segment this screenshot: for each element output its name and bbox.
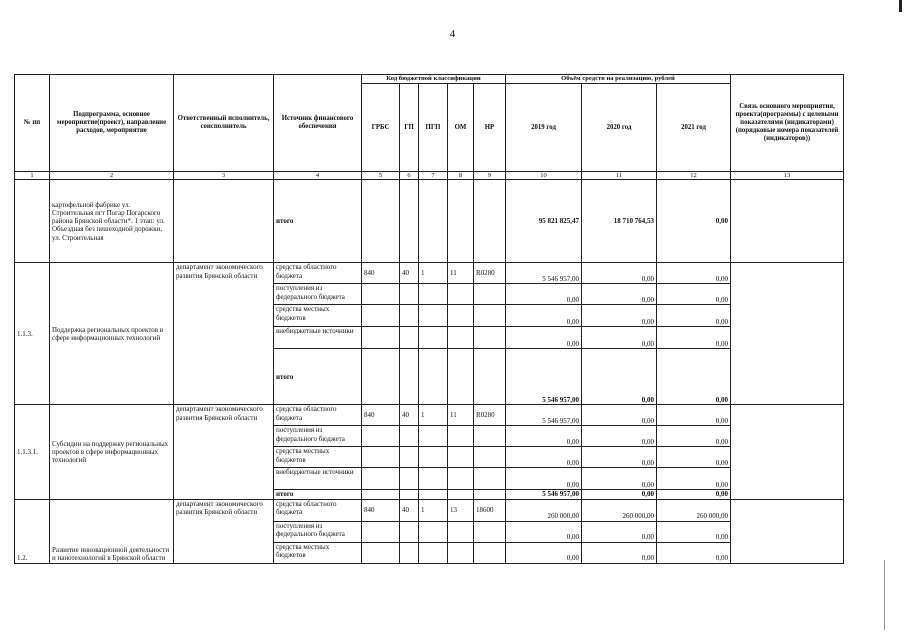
amount-2019: 260 000,00 (506, 499, 582, 521)
amount-2020: 0,00 (582, 521, 657, 542)
code-nr (474, 305, 506, 327)
scan-edge-mark (899, 0, 902, 12)
table-body (15, 180, 844, 563)
header-no: № пп (15, 75, 50, 172)
code-grbs (362, 426, 400, 447)
funding-source: средства областного бюджета (274, 263, 362, 284)
amount-2020: 0,00 (582, 542, 657, 563)
col-number: 13 (731, 172, 844, 180)
code-nr (474, 447, 506, 468)
header-nr: НР (474, 84, 506, 172)
header-gp: ГП (400, 84, 419, 172)
code-pgp (419, 327, 448, 349)
code-om (448, 327, 474, 349)
code-nr: 18600 (474, 499, 506, 521)
amount-2020: 0,00 (582, 263, 657, 284)
amount-2019: 5 546 957,00 (506, 405, 582, 426)
code-pgp: 1 (419, 405, 448, 426)
table-row (15, 499, 844, 521)
code-nr (474, 468, 506, 490)
amount-2020: 0,00 (582, 447, 657, 468)
amount-2020: 260 000,00 (582, 499, 657, 521)
col-number: 8 (448, 172, 474, 180)
code-gp (400, 542, 419, 563)
program-name: Развитие инновационной деятельности и нанотехнологий в Брянской области (50, 499, 174, 563)
amount-2021: 0,00 (657, 180, 731, 263)
indicator-link (731, 405, 844, 499)
col-number: 9 (474, 172, 506, 180)
code-gp (400, 447, 419, 468)
code-pgp (419, 447, 448, 468)
funding-source: итого (274, 180, 362, 263)
col-number: 12 (657, 172, 731, 180)
indicator-link (731, 263, 844, 405)
amount-2019: 0,00 (506, 305, 582, 327)
code-nr (474, 349, 506, 405)
column-number-row (15, 172, 844, 180)
code-gp (400, 349, 419, 405)
col-number: 6 (400, 172, 419, 180)
amount-2019: 5 546 957,00 (506, 263, 582, 284)
code-grbs (362, 468, 400, 490)
code-gp (400, 284, 419, 305)
amount-2021: 0,00 (657, 305, 731, 327)
executor: департамент экономического развития Брянской области (174, 499, 274, 563)
col-number: 2 (50, 172, 174, 180)
amount-2021: 0,00 (657, 447, 731, 468)
code-nr (474, 542, 506, 563)
code-grbs (362, 490, 400, 499)
code-grbs (362, 180, 400, 263)
funding-source: внебюджетные источники (274, 468, 362, 490)
code-grbs (362, 284, 400, 305)
header-pgp: ПГП (419, 84, 448, 172)
amount-2021: 0,00 (657, 284, 731, 305)
code-om: 11 (448, 263, 474, 284)
header-program: Подпрограмма, основное мероприятие(проект), направление расходов, мероприятие (50, 75, 174, 172)
funding-source: средства местных бюджетов (274, 305, 362, 327)
amount-2019: 0,00 (506, 542, 582, 563)
budget-table (14, 74, 844, 564)
code-pgp (419, 490, 448, 499)
executor: департамент экономического развития Брянской области (174, 263, 274, 405)
code-gp (400, 490, 419, 499)
code-gp (400, 468, 419, 490)
header-grbs: ГРБС (362, 84, 400, 172)
code-om (448, 542, 474, 563)
funding-source: средства областного бюджета (274, 499, 362, 521)
col-number: 1 (15, 172, 50, 180)
amount-2021: 0,00 (657, 405, 731, 426)
funding-source: средства местных бюджетов (274, 542, 362, 563)
col-number: 10 (506, 172, 582, 180)
table-header (15, 75, 844, 180)
header-amounts-group: Объём средств на реализацию, рублей (506, 75, 731, 84)
amount-2021: 0,00 (657, 468, 731, 490)
header-om: ОМ (448, 84, 474, 172)
code-pgp (419, 542, 448, 563)
funding-source: средства областного бюджета (274, 405, 362, 426)
code-gp (400, 180, 419, 263)
amount-2020: 0,00 (582, 284, 657, 305)
code-gp (400, 305, 419, 327)
code-om (448, 284, 474, 305)
code-grbs: 840 (362, 263, 400, 284)
amount-2019: 0,00 (506, 468, 582, 490)
amount-2019: 5 546 957,00 (506, 490, 582, 499)
code-om (448, 305, 474, 327)
code-om (448, 490, 474, 499)
amount-2021: 0,00 (657, 521, 731, 542)
page-number: 4 (449, 28, 456, 40)
header-source: Источник финансового обеспечения (274, 75, 362, 172)
scan-edge-line (884, 560, 885, 630)
indicator-link (731, 180, 844, 263)
table-row (15, 263, 844, 284)
col-number: 11 (582, 172, 657, 180)
executor: департамент экономического развития Брянской области (174, 405, 274, 499)
code-pgp (419, 468, 448, 490)
amount-2020: 0,00 (582, 405, 657, 426)
code-grbs (362, 349, 400, 405)
table-row (15, 180, 844, 263)
code-om (448, 180, 474, 263)
code-pgp (419, 305, 448, 327)
program-name: Субсидии на поддержку региональных проектов в сфере информационных технологий (50, 405, 174, 499)
funding-source: итого (274, 490, 362, 499)
row-number (15, 180, 50, 263)
code-om (448, 426, 474, 447)
code-om (448, 468, 474, 490)
amount-2020: 0,00 (582, 327, 657, 349)
indicator-link (731, 499, 844, 563)
funding-source: поступления из федерального бюджета (274, 426, 362, 447)
amount-2021: 0,00 (657, 426, 731, 447)
code-pgp (419, 349, 448, 405)
amount-2020: 0,00 (582, 426, 657, 447)
amount-2021: 0,00 (657, 263, 731, 284)
code-om (448, 447, 474, 468)
amount-2019: 95 821 825,47 (506, 180, 582, 263)
amount-2021: 260 000,00 (657, 499, 731, 521)
code-nr (474, 426, 506, 447)
funding-source: поступления из федерального бюджета (274, 521, 362, 542)
code-grbs (362, 327, 400, 349)
amount-2020: 0,00 (582, 305, 657, 327)
funding-source: итого (274, 349, 362, 405)
table-row (15, 405, 844, 426)
code-nr (474, 490, 506, 499)
code-nr: R0280 (474, 405, 506, 426)
row-number: 1.1.3.1. (15, 405, 50, 499)
header-2021: 2021 год (657, 84, 731, 172)
program-name: Поддержка региональных проектов в сфере информационных технологий (50, 263, 174, 405)
code-gp (400, 426, 419, 447)
funding-source: поступления из федерального бюджета (274, 284, 362, 305)
amount-2020: 18 710 764,53 (582, 180, 657, 263)
amount-2020: 0,00 (582, 468, 657, 490)
header-2020: 2020 год (582, 84, 657, 172)
amount-2019: 5 546 957,00 (506, 349, 582, 405)
code-om: 13 (448, 499, 474, 521)
code-pgp (419, 521, 448, 542)
code-gp (400, 327, 419, 349)
code-nr (474, 180, 506, 263)
amount-2019: 0,00 (506, 327, 582, 349)
code-gp: 40 (400, 405, 419, 426)
code-pgp: 1 (419, 263, 448, 284)
col-number: 7 (419, 172, 448, 180)
amount-2021: 0,00 (657, 349, 731, 405)
code-grbs (362, 305, 400, 327)
amount-2020: 0,00 (582, 490, 657, 499)
code-gp: 40 (400, 263, 419, 284)
code-gp (400, 521, 419, 542)
amount-2019: 0,00 (506, 284, 582, 305)
row-number: 1.2. (15, 499, 50, 563)
code-nr: R0280 (474, 263, 506, 284)
amount-2020: 0,00 (582, 349, 657, 405)
code-grbs (362, 542, 400, 563)
amount-2019: 0,00 (506, 426, 582, 447)
amount-2021: 0,00 (657, 490, 731, 499)
code-om (448, 521, 474, 542)
code-pgp: 1 (419, 499, 448, 521)
funding-source: средства местных бюджетов (274, 447, 362, 468)
amount-2021: 0,00 (657, 327, 731, 349)
code-nr (474, 327, 506, 349)
code-grbs: 840 (362, 499, 400, 521)
code-nr (474, 284, 506, 305)
code-pgp (419, 426, 448, 447)
executor (174, 180, 274, 263)
col-number: 5 (362, 172, 400, 180)
amount-2019: 0,00 (506, 447, 582, 468)
code-om: 11 (448, 405, 474, 426)
code-gp: 40 (400, 499, 419, 521)
header-budget-code-group: Код бюджетной классификации (362, 75, 506, 84)
col-number: 3 (174, 172, 274, 180)
program-name: картофельной фабрике ул. Строительная пгт Погар Погарского района Брянской области*. 1 этап: ул. Объездная без пешеходной дорожки, ул. Строительная (50, 180, 174, 263)
funding-source: внебюджетные источники (274, 327, 362, 349)
code-pgp (419, 284, 448, 305)
code-pgp (419, 180, 448, 263)
code-grbs: 840 (362, 405, 400, 426)
code-grbs (362, 521, 400, 542)
code-grbs (362, 447, 400, 468)
row-number: 1.1.3. (15, 263, 50, 405)
code-nr (474, 521, 506, 542)
header-2019: 2019 год (506, 84, 582, 172)
header-executor: Ответственный исполнитель, соисполнитель (174, 75, 274, 172)
header-link: Связь основного мероприятия, проекта(программы) с целевыми показателями (индикаторами) (порядковые номера показателей (индикаторов)) (731, 75, 844, 172)
code-om (448, 349, 474, 405)
col-number: 4 (274, 172, 362, 180)
amount-2021: 0,00 (657, 542, 731, 563)
amount-2019: 0,00 (506, 521, 582, 542)
